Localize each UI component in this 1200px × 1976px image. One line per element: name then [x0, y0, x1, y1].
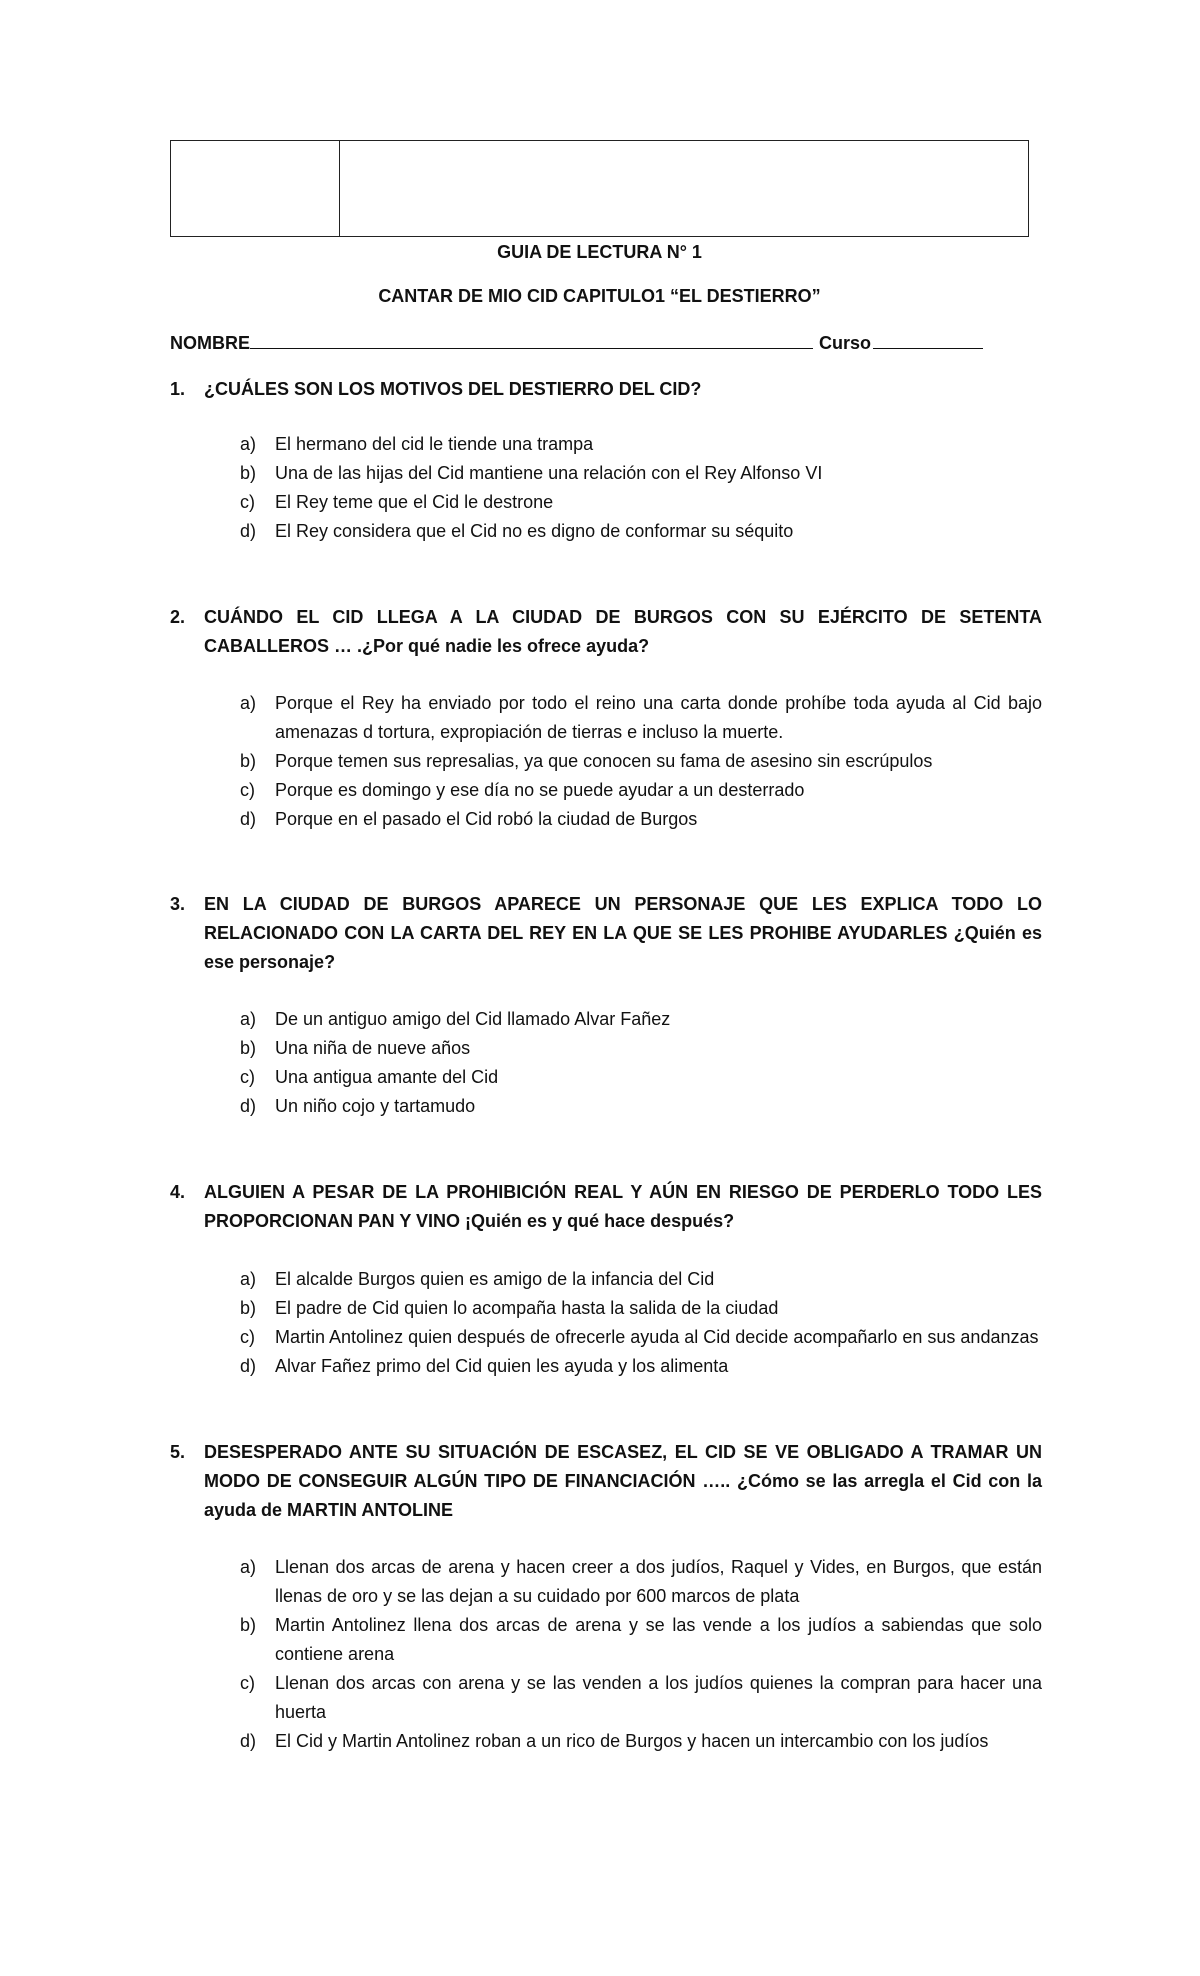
- option-letter: a): [240, 1009, 257, 1029]
- question-3: [170, 890, 1042, 977]
- option-c: [240, 1323, 1042, 1352]
- question-number: 4.: [170, 1182, 186, 1202]
- question-1-options: [240, 430, 1042, 546]
- option-text: Un niño cojo y tartamudo: [275, 1096, 476, 1116]
- guide-title: GUIA DE LECTURA N° 1: [497, 242, 702, 262]
- option-text: Una de las hijas del Cid mantiene una relación con el Rey Alfonso VI: [275, 463, 823, 483]
- curso-field[interactable]: [873, 331, 983, 349]
- option-text: De un antiguo amigo del Cid llamado Alvar Fañez: [275, 1009, 671, 1029]
- option-text: Porque en el pasado el Cid robó la ciudad de Burgos: [275, 809, 698, 829]
- option-text: Porque temen sus represalias, ya que conocen su fama de asesino sin escrúpulos: [275, 751, 933, 771]
- question-number: 5.: [170, 1442, 186, 1462]
- option-letter: c): [240, 1067, 255, 1087]
- option-letter: a): [240, 1269, 257, 1289]
- option-d: [240, 1352, 1042, 1381]
- option-letter: d): [240, 521, 257, 541]
- option-a: [240, 1265, 1042, 1294]
- question-3-options: [240, 1005, 1042, 1121]
- option-letter: d): [240, 809, 257, 829]
- option-letter: a): [240, 1557, 257, 1577]
- option-d: [240, 1727, 1042, 1756]
- option-text: El Rey teme que el Cid le destrone: [275, 492, 554, 512]
- nombre-field[interactable]: [250, 331, 813, 349]
- option-b: [240, 1034, 1042, 1063]
- option-c: [240, 1669, 1042, 1727]
- question-text: EN LA CIUDAD DE BURGOS APARECE UN PERSONAJE QUE LES EXPLICA TODO LO RELACIONADO CON LA CARTA DEL REY EN LA QUE SE LES PROHIBE AYUDARLES ¿Quién es ese personaje?: [204, 894, 1042, 972]
- option-letter: a): [240, 434, 257, 454]
- option-d: [240, 1092, 1042, 1121]
- option-letter: b): [240, 751, 257, 771]
- option-letter: d): [240, 1731, 257, 1751]
- header-cell-info: [340, 141, 1028, 236]
- option-b: [240, 747, 1042, 776]
- option-letter: b): [240, 463, 257, 483]
- question-number: 2.: [170, 607, 186, 627]
- curso-label: Curso: [819, 333, 872, 353]
- question-2-options: [240, 689, 1042, 834]
- option-text: Martin Antolinez llena dos arcas de arena y se las vende a los judíos a sabiendas que solo contiene arena: [275, 1615, 1042, 1664]
- option-letter: c): [240, 1673, 255, 1693]
- guide-subtitle: CANTAR DE MIO CID CAPITULO1 “EL DESTIERRO”: [378, 286, 821, 306]
- option-c: [240, 488, 1042, 517]
- option-a: [240, 689, 1042, 747]
- question-number: 1.: [170, 379, 186, 399]
- question-4-options: [240, 1265, 1042, 1381]
- option-text: Una antigua amante del Cid: [275, 1067, 499, 1087]
- option-letter: d): [240, 1356, 257, 1376]
- nombre-label: NOMBRE: [170, 333, 250, 353]
- header-table: [170, 140, 1029, 237]
- option-text: Martin Antolinez quien después de ofrecerle ayuda al Cid decide acompañarlo en sus andanzas: [275, 1327, 1039, 1347]
- option-b: [240, 1294, 1042, 1323]
- name-course-line: [170, 331, 1029, 354]
- option-text: El padre de Cid quien lo acompaña hasta la salida de la ciudad: [275, 1298, 779, 1318]
- option-text: El Rey considera que el Cid no es digno de conformar su séquito: [275, 521, 794, 541]
- option-a: [240, 1005, 1042, 1034]
- option-letter: d): [240, 1096, 257, 1116]
- option-a: [240, 430, 1042, 459]
- option-letter: c): [240, 492, 255, 512]
- option-text: Porque el Rey ha enviado por todo el reino una carta donde prohíbe toda ayuda al Cid bajo amenazas d tortura, expropiación de tierras e incluso la muerte.: [275, 693, 1042, 742]
- option-text: Llenan dos arcas de arena y hacen creer a dos judíos, Raquel y Vides, en Burgos, que están llenas de oro y se las dejan a su cuidado por 600 marcos de plata: [275, 1557, 1042, 1606]
- option-a: [240, 1553, 1042, 1611]
- question-text: ALGUIEN A PESAR DE LA PROHIBICIÓN REAL Y AÚN EN RIESGO DE PERDERLO TODO LES PROPORCIONAN PAN Y VINO ¡Quién es y qué hace después?: [204, 1182, 1042, 1231]
- option-d: [240, 517, 1042, 546]
- question-text: CUÁNDO EL CID LLEGA A LA CIUDAD DE BURGOS CON SU EJÉRCITO DE SETENTA CABALLEROS … .¿Por qué nadie les ofrece ayuda?: [204, 607, 1042, 656]
- header-cell-logo: [171, 141, 340, 236]
- option-letter: b): [240, 1615, 257, 1635]
- option-b: [240, 459, 1042, 488]
- question-5-options: [240, 1553, 1042, 1756]
- question-text: ¿CUÁLES SON LOS MOTIVOS DEL DESTIERRO DEL CID?: [204, 379, 702, 399]
- option-letter: a): [240, 693, 257, 713]
- option-text: Porque es domingo y ese día no se puede ayudar a un desterrado: [275, 780, 805, 800]
- question-5: [170, 1438, 1042, 1525]
- option-letter: b): [240, 1298, 257, 1318]
- option-c: [240, 1063, 1042, 1092]
- question-text: DESESPERADO ANTE SU SITUACIÓN DE ESCASEZ, EL CID SE VE OBLIGADO A TRAMAR UN MODO DE CONSEGUIR ALGÚN TIPO DE FINANCIACIÓN ….. ¿Cómo se las arregla el Cid con la ayuda de MARTIN ANTOLINE: [204, 1442, 1042, 1520]
- question-1: [170, 375, 1042, 404]
- option-text: El Cid y Martin Antolinez roban a un rico de Burgos y hacen un intercambio con los judíos: [275, 1731, 989, 1751]
- option-c: [240, 776, 1042, 805]
- option-text: El hermano del cid le tiende una trampa: [275, 434, 594, 454]
- option-text: Alvar Fañez primo del Cid quien les ayuda y los alimenta: [275, 1356, 729, 1376]
- question-4: [170, 1178, 1042, 1236]
- question-number: 3.: [170, 894, 186, 914]
- option-letter: c): [240, 780, 255, 800]
- option-letter: b): [240, 1038, 257, 1058]
- option-b: [240, 1611, 1042, 1669]
- question-2: [170, 603, 1042, 661]
- option-text: Una niña de nueve años: [275, 1038, 471, 1058]
- option-d: [240, 805, 1042, 834]
- option-text: Llenan dos arcas con arena y se las venden a los judíos quienes la compran para hacer una huerta: [275, 1673, 1042, 1722]
- option-text: El alcalde Burgos quien es amigo de la infancia del Cid: [275, 1269, 715, 1289]
- option-letter: c): [240, 1327, 255, 1347]
